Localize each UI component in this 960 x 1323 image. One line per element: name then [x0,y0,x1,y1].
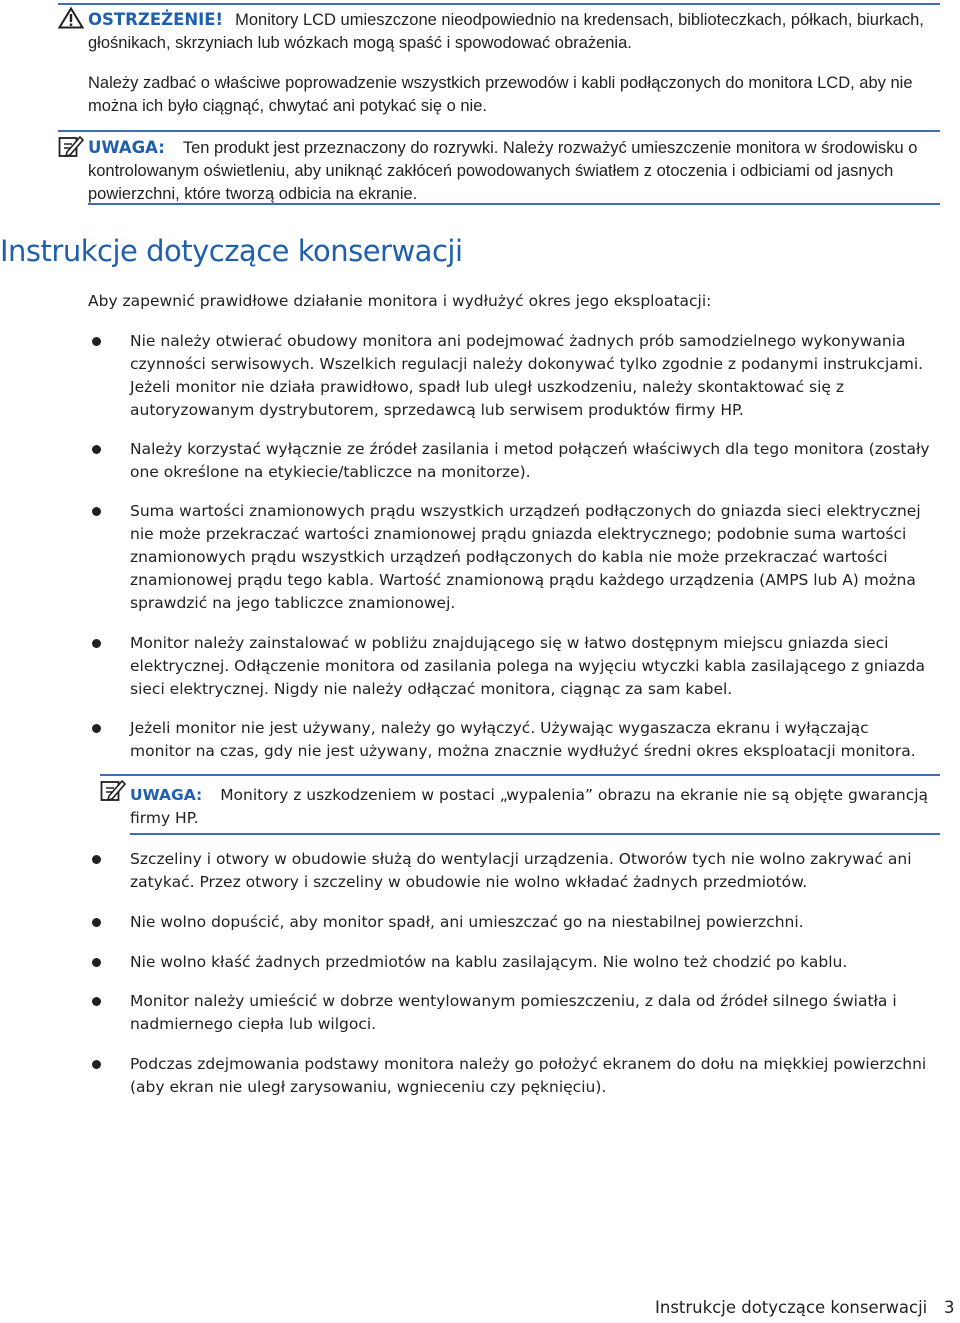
section-intro: Aby zapewnić prawidłowe działanie monitora i wydłużyć okres jego eksploatacji: [88,292,712,310]
bullet-icon [92,997,101,1006]
list-item: Należy korzystać wyłącznie ze źródeł zasilania i metod połączeń właściwych dla tego monitora (zostały one określone na etykiecie/tabliczce na monitorze). [130,440,930,481]
note-label: UWAGA: [88,138,165,157]
bullet-icon [92,639,101,648]
note-bottom-rule [88,203,940,205]
footer-page-number: 3 [944,1298,955,1317]
warning-paragraph-2: Należy zadbać o właściwe poprowadzenie wszystkich przewodów i kabli podłączonych do monitora LCD, aby nie można ich było ciągnąć, chwytać ani potykać się o nie. [88,74,913,115]
list-item: Podczas zdejmowania podstawy monitora należy go położyć ekranem do dołu na miękkiej powierzchni (aby ekran nie uległ zarysowaniu, wgnieceniu czy pęknięciu). [130,1055,927,1096]
warning-top-rule [58,3,940,5]
list-item: Monitor należy zainstalować w pobliżu znajdującego się w łatwo dostępnym miejscu gniazda sieci elektrycznej. Odłączenie monitora od zasilania polega na wyjęciu wtyczki kabla zasilającego z gniazda sieci elektrycznej. Nigdy nie należy odłączać monitora, ciągnąc za sam kabel. [130,634,926,698]
warning-label: OSTRZEŻENIE! [88,10,224,29]
list-item: Jeżeli monitor nie jest używany, należy go wyłączyć. Używając wygaszacza ekranu i wyłączając monitor na czas, gdy nie jest używany, można znacznie wydłużyć średni okres eksploatacji monitora. [130,719,916,760]
list-item: Szczeliny i otwory w obudowie służą do wentylacji urządzenia. Otworów tych nie wolno zakrywać ani zatykać. Przez otwory i szczeliny w obudowie nie wolno wkładać żadnych przedmiotów. [130,850,912,891]
warning-triangle-icon [58,7,84,29]
list-item: Monitor należy umieścić w dobrze wentylowanym pomieszczeniu, z dala od źródeł silnego światła i nadmiernego ciepła lub wilgoci. [130,992,897,1033]
note-pencil-icon [58,134,84,158]
bullet-icon [92,1060,101,1069]
bullet-icon [92,445,101,454]
note2-label: UWAGA: [130,786,203,804]
list-item: Suma wartości znamionowych prądu wszystkich urządzeń podłączonych do gniazda sieci elektrycznej nie może przekraczać wartości znamionowej prądu gniazda elektrycznego; podobnie suma wartości znamionowych prądu wszystkich urządzeń podłączonych do kabla nie może przekraczać wartości znamionowej prądu tego kabla. Wartość znamionową prądu każdego urządzenia (AMPS lub A) można sprawdzić na jego tabliczce znamionowej. [130,502,921,612]
warning-paragraph [88,8,938,55]
bullet-icon [92,958,101,967]
note-paragraph [88,136,938,206]
warning-text: Monitory LCD umieszczone nieodpowiednio na kredensach, biblioteczkach, półkach, biurkach, głośnikach, skrzyniach lub wózkach mogą spaść i spowodować obrażenia. [88,11,924,52]
note2-top-rule [100,774,940,776]
list-item: Nie wolno kłaść żadnych przedmiotów na kablu zasilającym. Nie wolno też chodzić po kablu. [130,953,848,971]
list-item: Nie wolno dopuścić, aby monitor spadł, ani umieszczać go na niestabilnej powierzchni. [130,913,804,931]
note2-bottom-rule [130,833,940,835]
bullet-icon [92,507,101,516]
footer-section-name: Instrukcje dotyczące konserwacji [655,1298,928,1317]
list-item: Nie należy otwierać obudowy monitora ani podejmować żadnych prób samodzielnego wykonywania czynności serwisowych. Wszelkich regulacji należy dokonywać tylko zgodnie z podanymi instrukcjami. Jeżeli monitor nie działa prawidłowo, spadł lub uległ uszkodzeniu, należy skontaktować się z autoryzowanym dystrybutorem, sprzedawcą lub serwisem produktów firmy HP. [130,332,924,419]
bullet-icon [92,855,101,864]
bullet-icon [92,724,101,733]
bullet-icon [92,337,101,346]
section-title: Instrukcje dotyczące konserwacji [0,234,463,268]
bullet-icon [92,918,101,927]
note-pencil-icon [100,778,126,802]
note-text: Ten produkt jest przeznaczony do rozrywki. Należy rozważyć umieszczenie monitora w środowisku o kontrolowanym oświetleniu, aby uniknąć zakłóceń powodowanych światłem z otoczenia i odbiciami od jasnych powierzchni, które tworzą odbicia na ekranie. [88,139,918,203]
note-top-rule [58,130,940,132]
note2-paragraph [130,784,930,830]
note2-text: Monitory z uszkodzeniem w postaci „wypalenia” obrazu na ekranie nie są objęte gwarancją firmy HP. [130,786,929,827]
